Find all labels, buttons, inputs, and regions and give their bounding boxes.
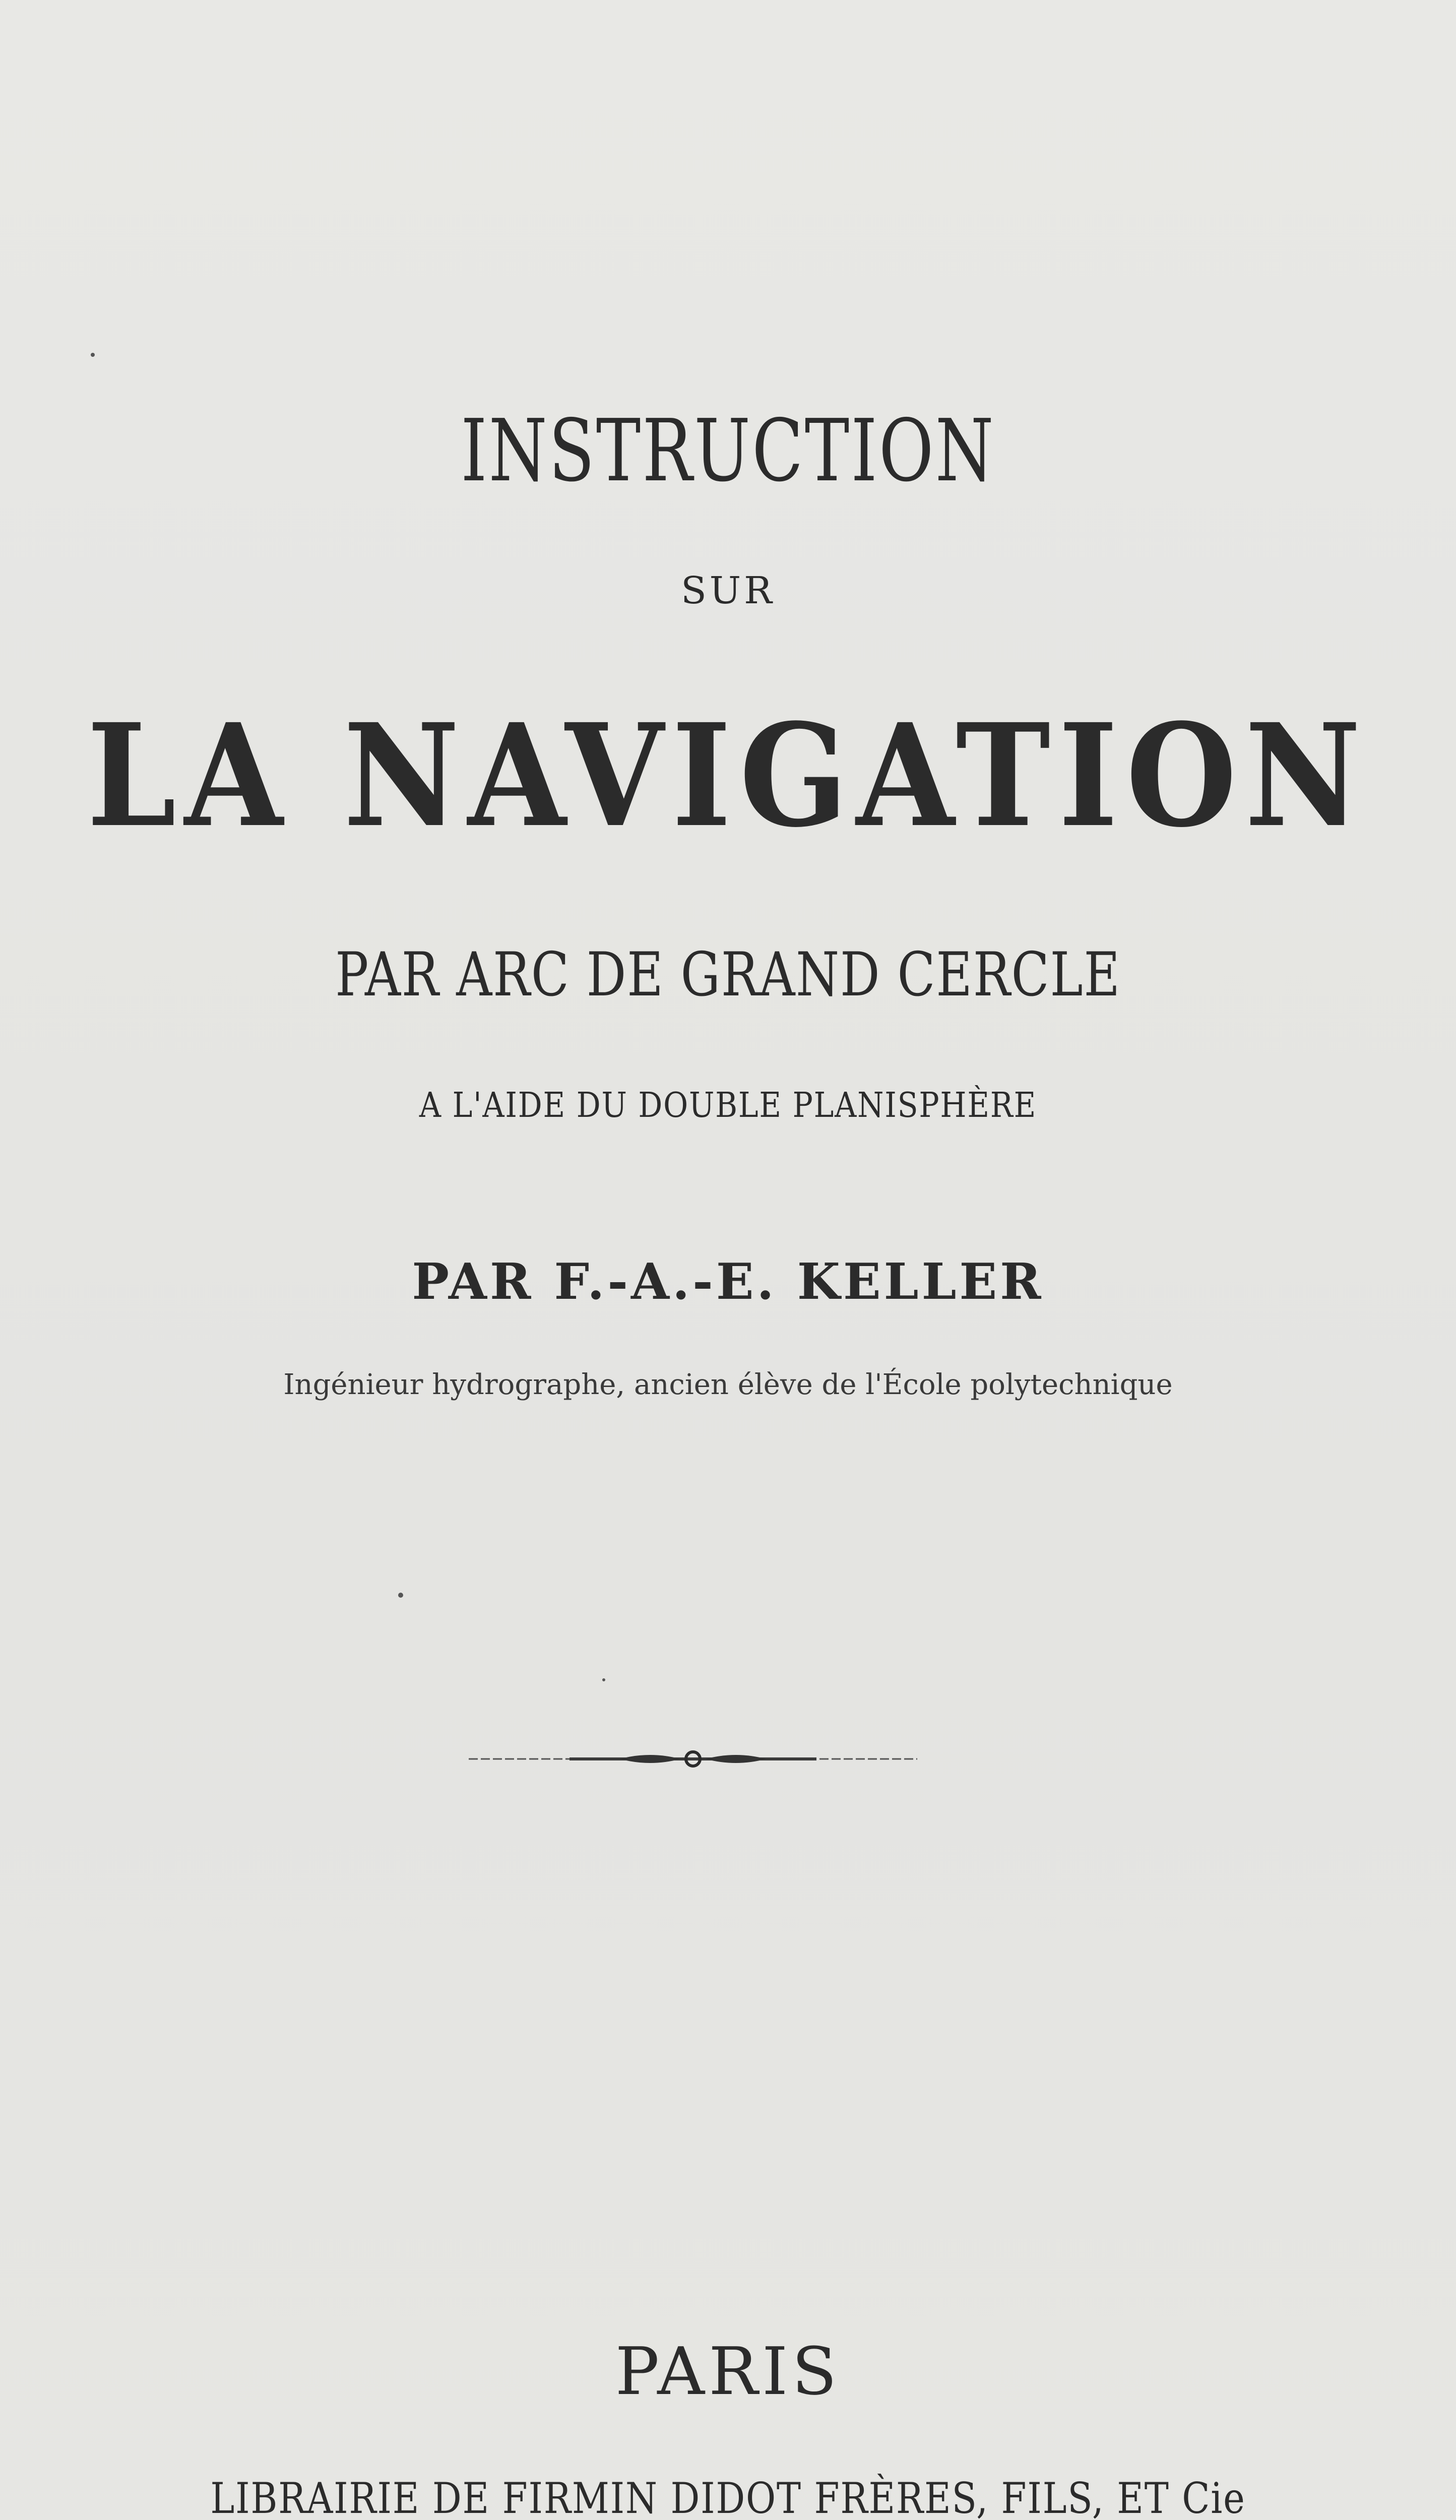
paper-speck xyxy=(602,1678,605,1681)
imprint-publisher: LIBRAIRIE DE FIRMIN DIDOT FRÈRES, FILS, ET Cie xyxy=(210,2474,1246,2520)
main-title: LA NAVIGATION xyxy=(87,693,1369,859)
title-line-instruction: INSTRUCTION xyxy=(461,401,995,501)
title-line-sur: SUR xyxy=(681,569,775,612)
paper-speck xyxy=(91,353,95,357)
subtitle-planisphere: A L'AIDE DU DOUBLE PLANISPHÈRE xyxy=(419,1086,1037,1125)
author-description: Ingénieur hydrographe, ancien élève de l'École polytechnique xyxy=(283,1368,1173,1401)
author-name: PAR F.-A.-E. KELLER xyxy=(412,1253,1044,1311)
subtitle-grand-cercle: PAR ARC DE GRAND CERCLE xyxy=(335,940,1121,1010)
ornament-divider-icon xyxy=(469,1749,917,1769)
imprint-city: PARIS xyxy=(615,2333,841,2410)
paper-speck xyxy=(398,1593,403,1598)
